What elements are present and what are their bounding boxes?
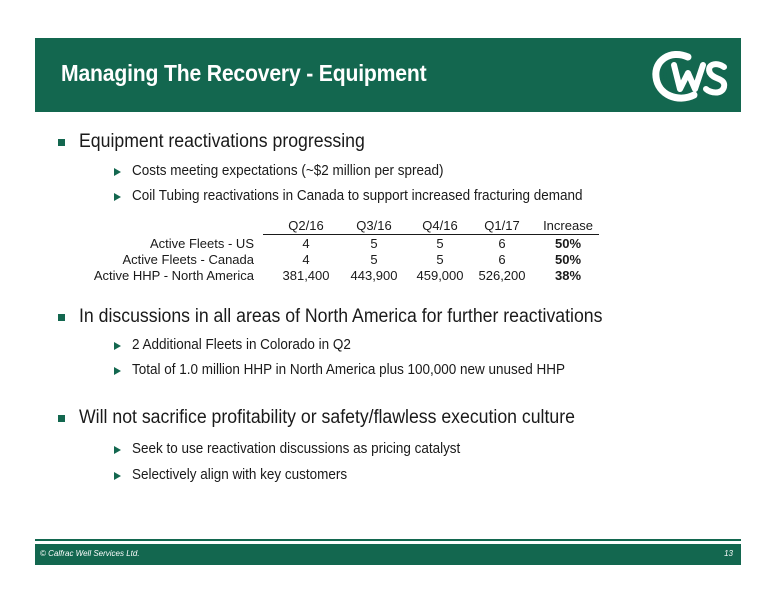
table-cell: 381,400 xyxy=(282,268,330,283)
table-row-label: Active HHP - North America xyxy=(93,268,254,283)
section-3-item-2: Selectively align with key customers xyxy=(132,467,348,483)
arrow-bullet-icon xyxy=(114,446,121,454)
arrow-bullet-icon xyxy=(114,193,121,201)
table-header: Q4/16 xyxy=(422,218,458,233)
table-cell: 526,200 xyxy=(478,268,526,283)
section-2-item-1: 2 Additional Fleets in Colorado in Q2 xyxy=(132,337,351,353)
section-3-item-1: Seek to use reactivation discussions as pricing catalyst xyxy=(132,441,461,457)
section-1-item-2: Coil Tubing reactivations in Canada to support increased fracturing demand xyxy=(132,188,583,204)
table-header-divider xyxy=(263,234,599,235)
company-logo xyxy=(648,45,732,107)
section-2-item-2: Total of 1.0 million HHP in North America plus 100,000 new unused HHP xyxy=(132,362,566,378)
section-1-item-1: Costs meeting expectations (~$2 million per spread) xyxy=(132,163,444,179)
copyright-text: © Calfrac Well Services Ltd. xyxy=(40,549,140,558)
table-cell: 5 xyxy=(436,252,444,267)
table-header: Q1/17 xyxy=(484,218,520,233)
table-row-label: Active Fleets - Canada xyxy=(122,252,254,267)
table-cell: 4 xyxy=(302,236,310,251)
arrow-bullet-icon xyxy=(114,168,121,176)
table-cell-increase: 50% xyxy=(554,236,582,251)
title-banner xyxy=(35,38,741,112)
table-cell: 459,000 xyxy=(416,268,464,283)
arrow-bullet-icon xyxy=(114,342,121,350)
footer-bar xyxy=(35,544,741,565)
section-heading-2: In discussions in all areas of North America for further reactivations xyxy=(79,306,603,327)
arrow-bullet-icon xyxy=(114,367,121,375)
table-cell: 5 xyxy=(370,236,378,251)
section-bullet xyxy=(58,314,65,321)
table-header: Q3/16 xyxy=(356,218,392,233)
page-number: 13 xyxy=(724,549,733,558)
table-header: Increase xyxy=(543,218,593,233)
section-bullet xyxy=(58,415,65,422)
slide-title: Managing The Recovery - Equipment xyxy=(61,60,427,86)
table-row-label: Active Fleets - US xyxy=(149,236,254,251)
section-bullet xyxy=(58,139,65,146)
table-cell: 6 xyxy=(498,252,506,267)
table-cell: 5 xyxy=(436,236,444,251)
table-cell: 4 xyxy=(302,252,310,267)
table-cell-increase: 50% xyxy=(554,252,582,267)
section-heading-1: Equipment reactivations progressing xyxy=(79,131,365,152)
footer-divider xyxy=(35,539,741,541)
table-cell-increase: 38% xyxy=(554,268,582,283)
table-header: Q2/16 xyxy=(288,218,324,233)
arrow-bullet-icon xyxy=(114,472,121,480)
section-heading-3: Will not sacrifice profitability or safety/flawless execution culture xyxy=(79,407,575,428)
table-cell: 5 xyxy=(370,252,378,267)
table-cell: 6 xyxy=(498,236,506,251)
table-cell: 443,900 xyxy=(350,268,398,283)
